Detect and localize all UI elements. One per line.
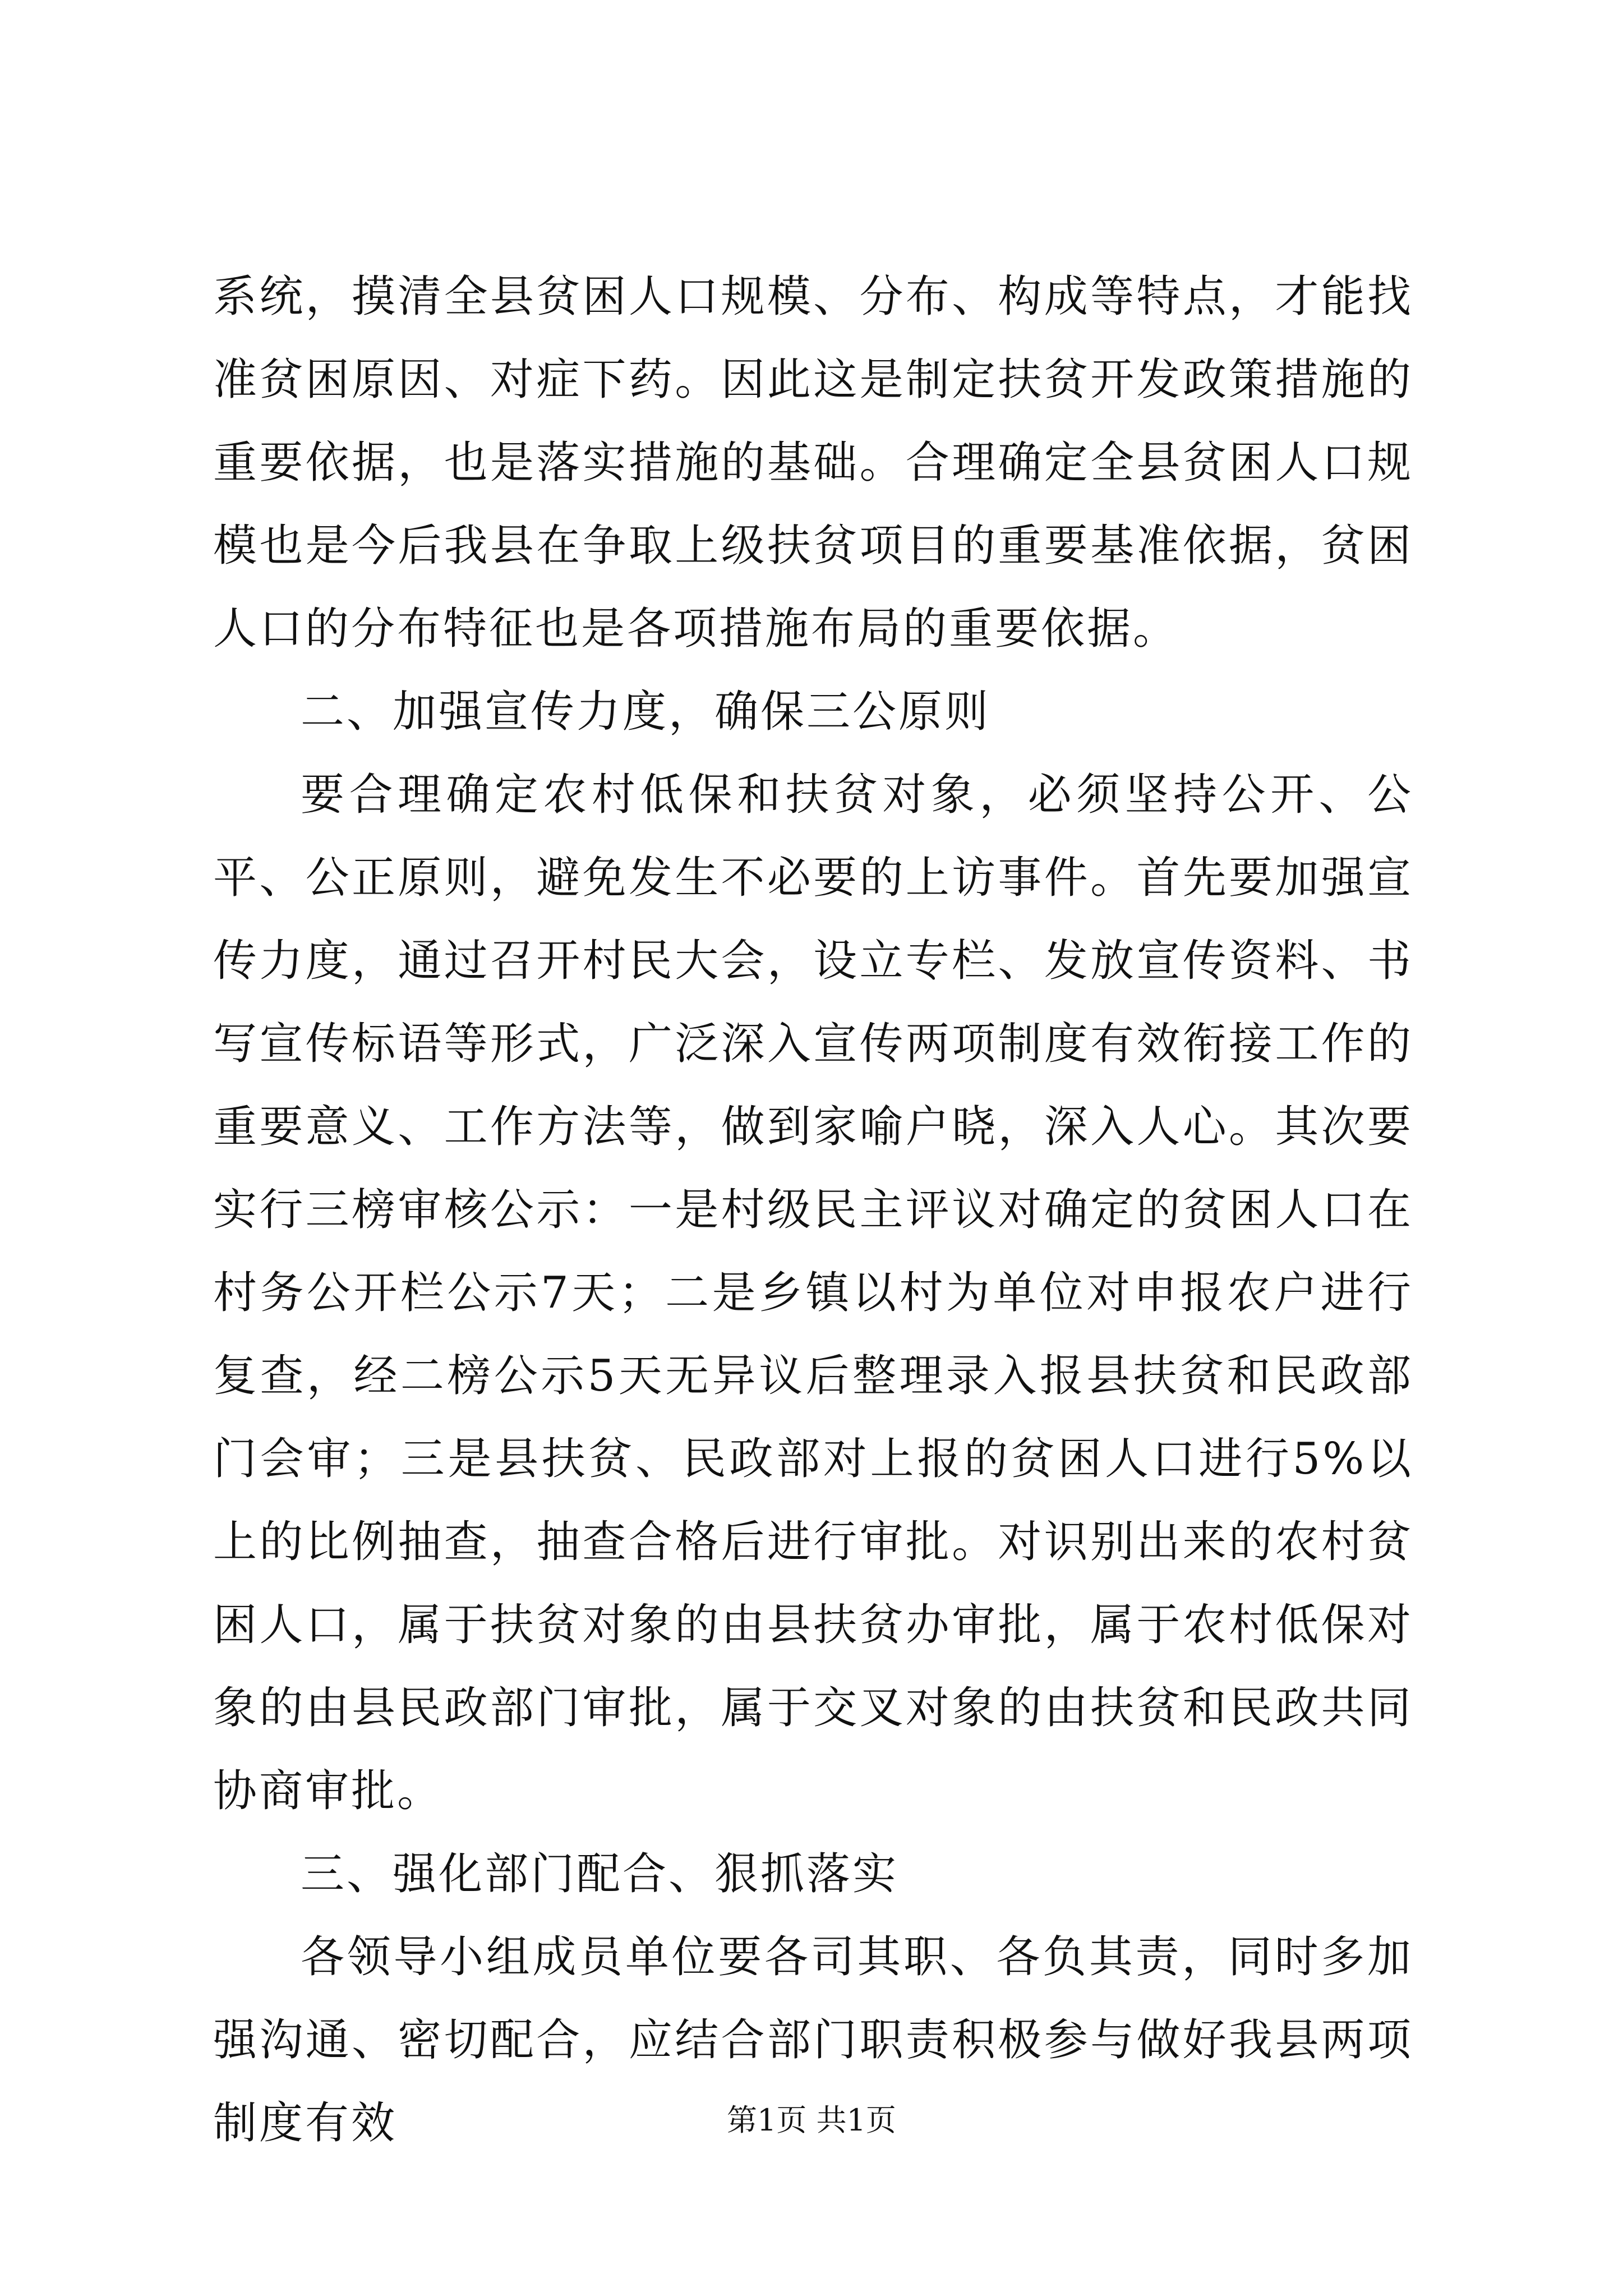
paragraph-publicity: 要合理确定农村低保和扶贫对象，必须坚持公开、公平、公正原则，避免发生不必要的上访事件。首先要加强宣传力度，通过召开村民大会，设立专栏、发放宣传资料、书写宣传标语等形式，广泛深入宣传两项制度有效衔接工作的重要意义、工作方法等，做到家喻户晓，深入人心。其次要实行三榜审核公示：一是村级民主评议对确定的贫困人口在村务公开栏公示7天；二是乡镇以村为单位对申报农户进行复查，经二榜公示5天无异议后整理录入报县扶贫和民政部门会审；三是县扶贫、民政部对上报的贫困人口进行5%以上的比例抽查，抽查合格后进行审批。对识别出来的农村贫困人口，属于扶贫对象的由县扶贫办审批，属于农村低保对象的由县民政部门审批，属于交叉对象的由扶贫和民政共同协商审批。 [213, 770, 1413, 1816]
page-footer: 第1页 共1页 [727, 2102, 896, 2138]
section-heading-3: 三、强化部门配合、狠抓落实 [301, 1849, 899, 1899]
document-body [213, 255, 1413, 2165]
paragraph-poverty-survey: 系统，摸清全县贫困人口规模、分布、构成等特点，才能找准贫困原因、对症下药。因此这是制定扶贫开发政策措施的重要依据，也是落实措施的基础。合理确定全县贫困人口规模也是今后我县在争取上级扶贫项目的重要基准依据，贫困人口的分布特征也是各项措施布局的重要依据。 [213, 272, 1413, 654]
paragraph-department-coordination: 各领导小组成员单位要各司其职、各负其责，同时多加强沟通、密切配合，应结合部门职责积极参与做好我县两项制度有效 [213, 1932, 1413, 2148]
section-heading-2: 二、加强宣传力度，确保三公原则 [301, 687, 991, 737]
